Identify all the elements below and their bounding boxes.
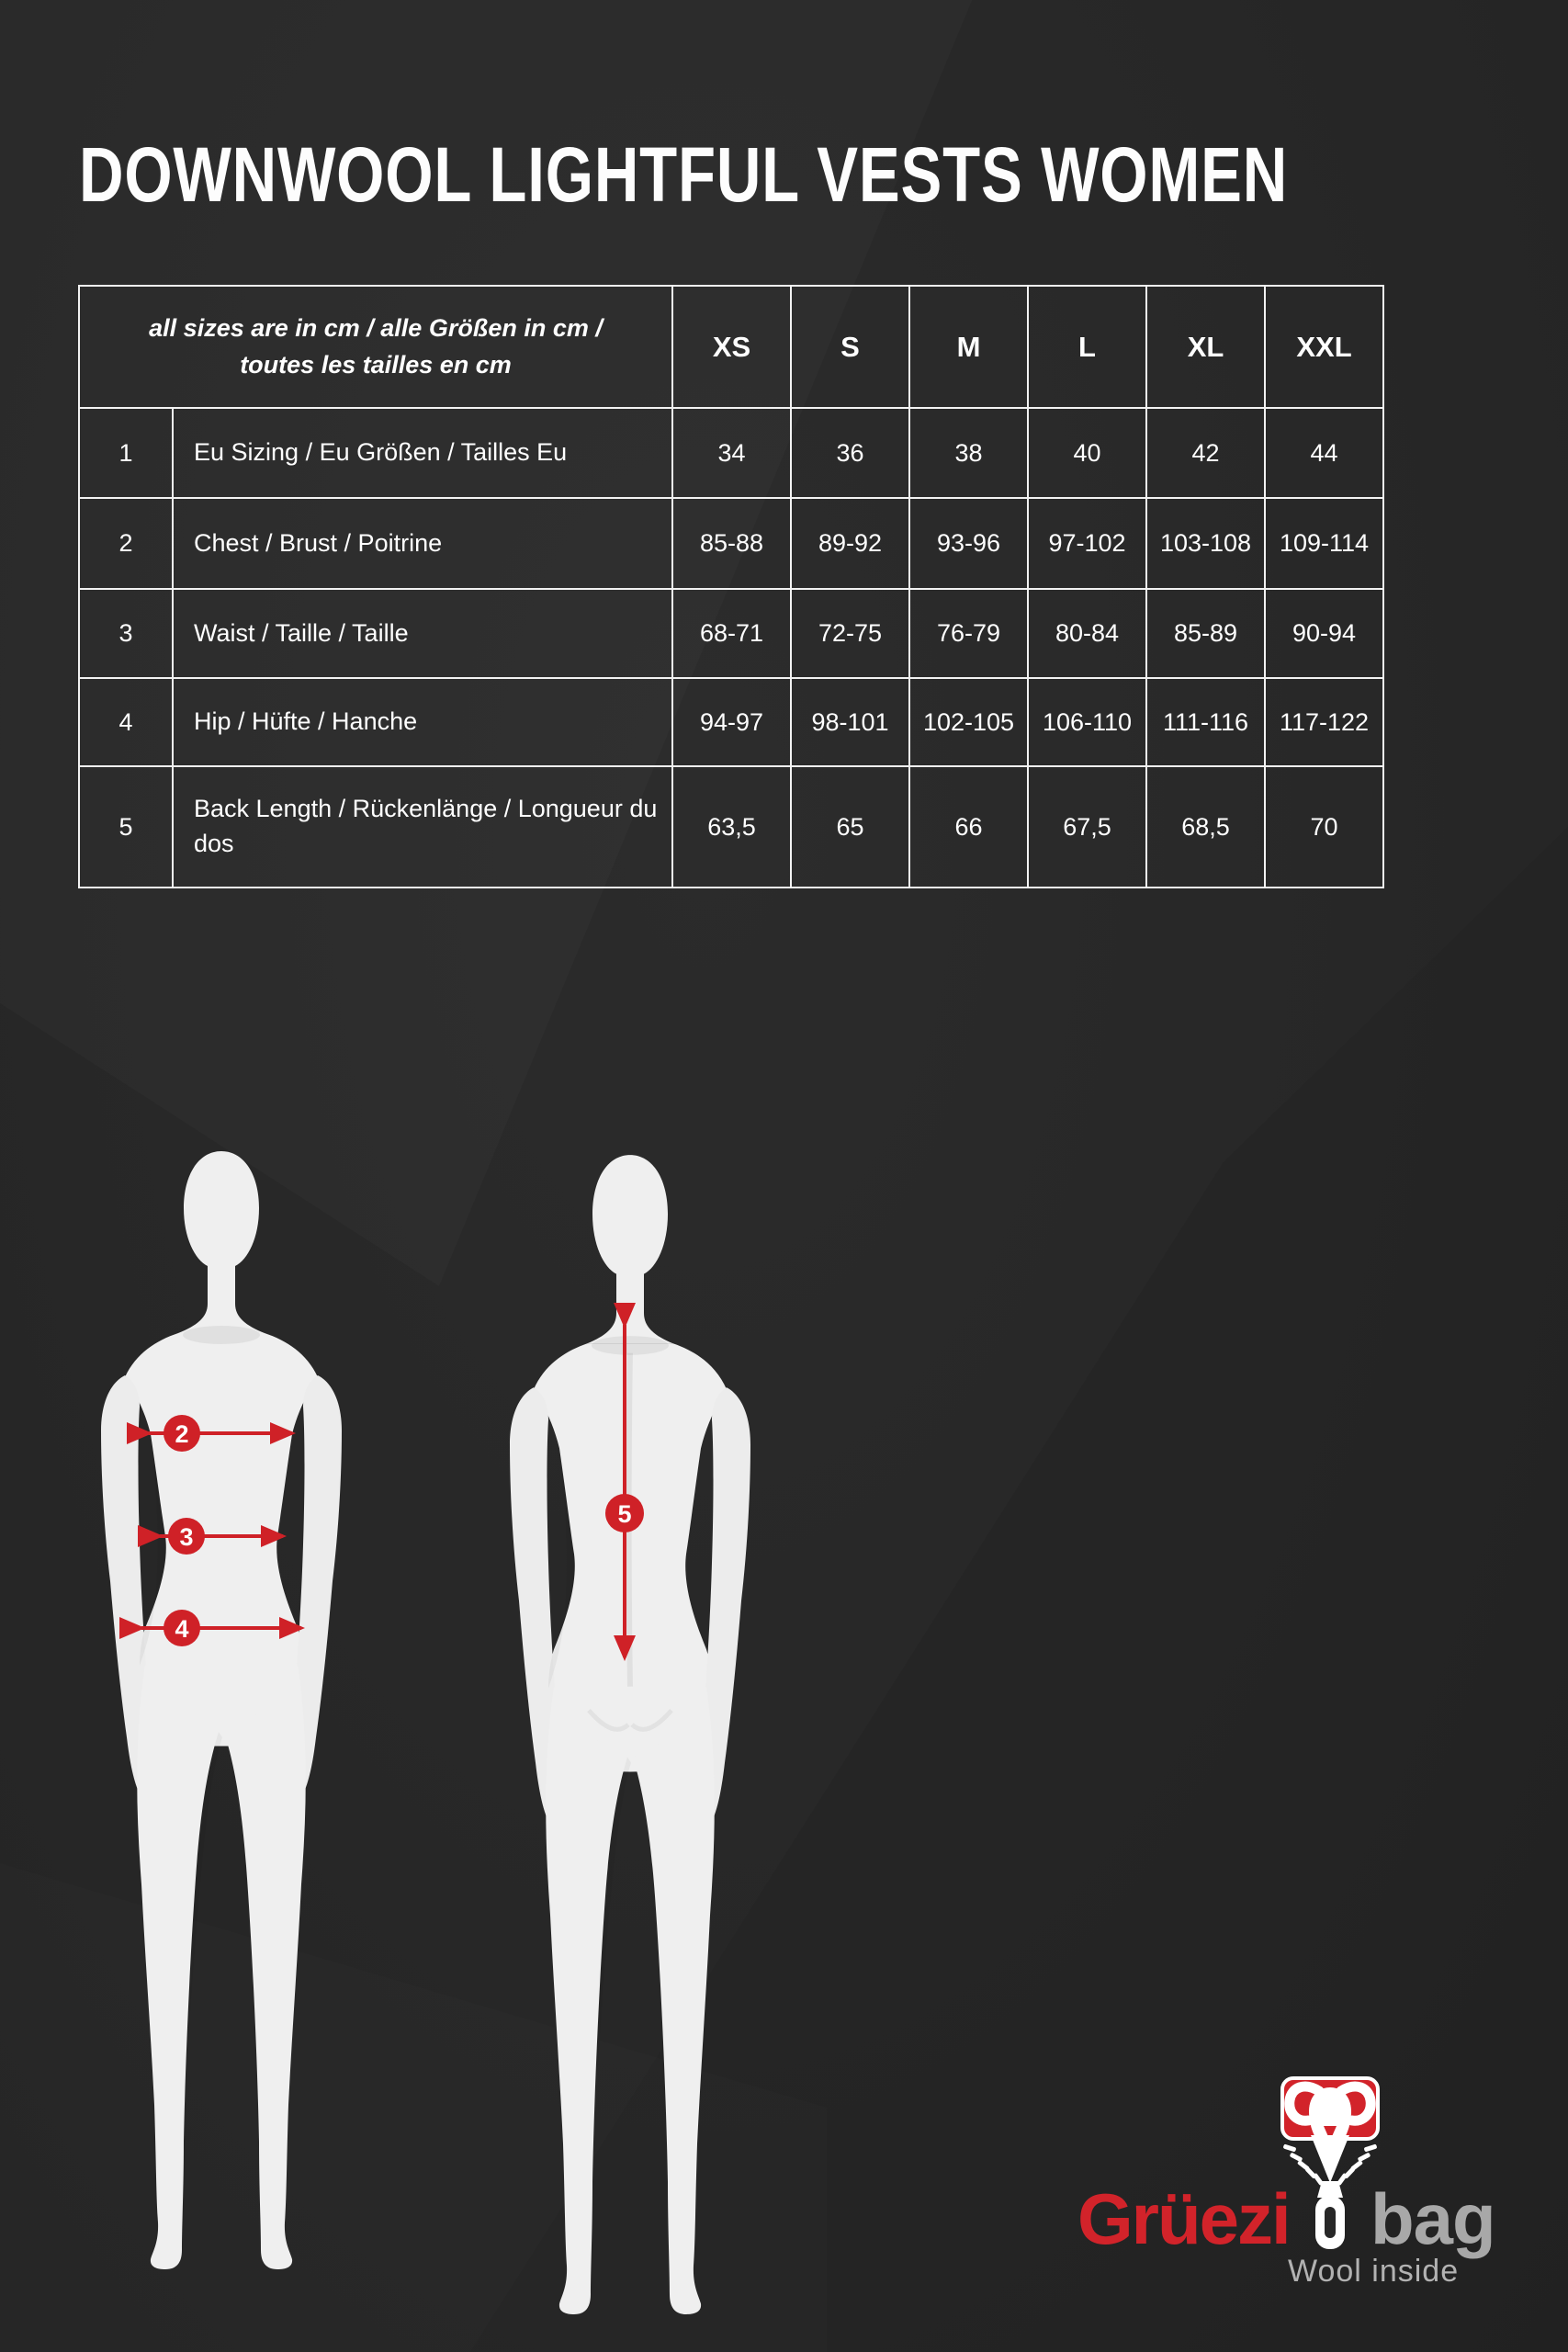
cell-value: 97-102 <box>1028 498 1146 589</box>
cell-value: 68-71 <box>672 589 791 678</box>
cell-value: 106-110 <box>1028 678 1146 766</box>
row-number: 3 <box>79 589 173 678</box>
cell-value: 72-75 <box>791 589 909 678</box>
cell-value: 76-79 <box>909 589 1028 678</box>
brand-wordmark-grueezi: Grüezi <box>1077 2178 1290 2259</box>
cell-value: 94-97 <box>672 678 791 766</box>
waist-badge-number: 3 <box>179 1523 194 1551</box>
table-row <box>79 678 1383 766</box>
unit-note: all sizes are in cm / alle Größen in cm / toutes les tailles en cm <box>79 286 672 408</box>
cell-value: 98-101 <box>791 678 909 766</box>
row-number: 1 <box>79 408 173 498</box>
cell-value: 44 <box>1265 408 1383 498</box>
cell-value: 70 <box>1265 766 1383 888</box>
brand-wordmark-bag: bag <box>1371 2178 1495 2259</box>
cell-value: 63,5 <box>672 766 791 888</box>
size-col-header-s: S <box>791 286 909 408</box>
table-header-row <box>79 286 1383 408</box>
cell-value: 67,5 <box>1028 766 1146 888</box>
back-length-badge-number: 5 <box>617 1500 632 1528</box>
row-label: Eu Sizing / Eu Größen / Tailles Eu <box>173 408 672 498</box>
table-row <box>79 589 1383 678</box>
cell-value: 68,5 <box>1146 766 1265 888</box>
row-label: Chest / Brust / Poitrine <box>173 498 672 589</box>
ram-zipper-emblem-icon <box>1268 2075 1393 2258</box>
row-label: Back Length / Rückenlänge / Longueur du dos <box>173 766 672 888</box>
cell-value: 85-89 <box>1146 589 1265 678</box>
cell-value: 34 <box>672 408 791 498</box>
size-col-header-xl: XL <box>1146 286 1265 408</box>
cell-value: 117-122 <box>1265 678 1383 766</box>
row-number: 4 <box>79 678 173 766</box>
cell-value: 90-94 <box>1265 589 1383 678</box>
cell-value: 66 <box>909 766 1028 888</box>
page-title: DOWNWOOL LIGHTFUL VESTS WOMEN <box>79 131 1289 219</box>
cell-value: 102-105 <box>909 678 1028 766</box>
cell-value: 38 <box>909 408 1028 498</box>
cell-value: 111-116 <box>1146 678 1265 766</box>
row-label: Hip / Hüfte / Hanche <box>173 678 672 766</box>
row-number: 2 <box>79 498 173 589</box>
cell-value: 109-114 <box>1265 498 1383 589</box>
brand-tagline: Wool inside <box>1288 2254 1460 2289</box>
table-row <box>79 408 1383 498</box>
cell-value: 85-88 <box>672 498 791 589</box>
size-col-header-xxl: XXL <box>1265 286 1383 408</box>
cell-value: 103-108 <box>1146 498 1265 589</box>
size-col-header-m: M <box>909 286 1028 408</box>
cell-value: 65 <box>791 766 909 888</box>
row-number: 5 <box>79 766 173 888</box>
size-table <box>78 285 1384 888</box>
size-col-header-l: L <box>1028 286 1146 408</box>
chest-badge-number: 2 <box>175 1420 189 1448</box>
cell-value: 40 <box>1028 408 1146 498</box>
row-label: Waist / Taille / Taille <box>173 589 672 678</box>
cell-value: 80-84 <box>1028 589 1146 678</box>
hip-badge-number: 4 <box>175 1615 189 1643</box>
table-row <box>79 498 1383 589</box>
cell-value: 36 <box>791 408 909 498</box>
cell-value: 89-92 <box>791 498 909 589</box>
measurement-overlay <box>0 1139 827 2334</box>
table-row <box>79 766 1383 888</box>
cell-value: 93-96 <box>909 498 1028 589</box>
size-col-header-xs: XS <box>672 286 791 408</box>
cell-value: 42 <box>1146 408 1265 498</box>
